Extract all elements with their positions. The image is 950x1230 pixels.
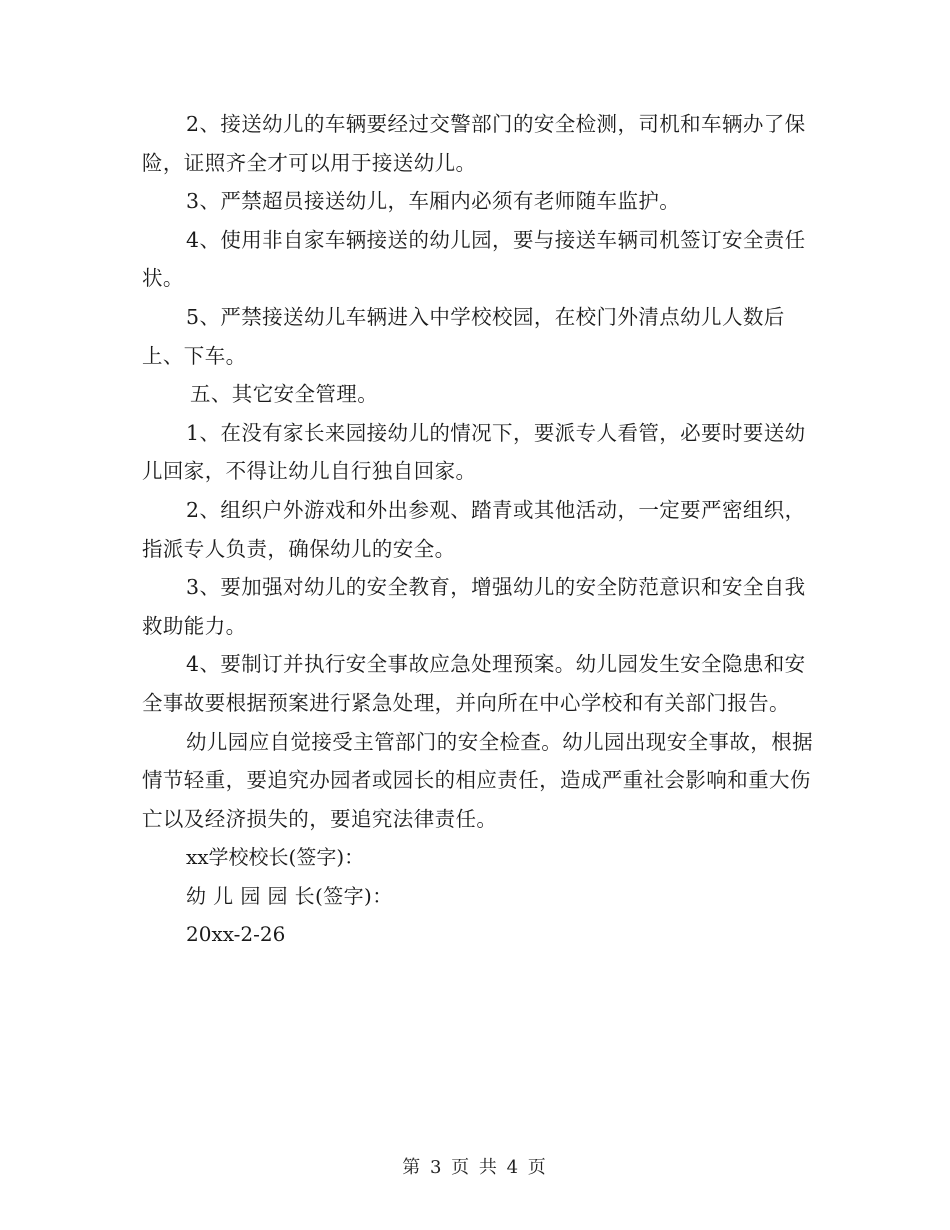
signature-date: 20xx-2-26 xyxy=(186,922,286,947)
paragraph-safety-contract: 4、使用非自家车辆接送的幼儿园，要与接送车辆司机签订安全责任状。 xyxy=(142,227,806,291)
section-heading-other-safety: 五、其它安全管理。 xyxy=(190,382,379,407)
paragraph-inspection-liability: 幼儿园应自觉接受主管部门的安全检查。幼儿园出现安全事故，根据情节轻重，要追究办园者或园长的相应责任，造成严重社会影响和重大伤亡以及经济损失的，要追究法律责任。 xyxy=(142,729,813,831)
paragraph-pickup-supervision: 1、在没有家长来园接幼儿的情况下，要派专人看管，必要时要送幼儿回家，不得让幼儿自行独自回家。 xyxy=(142,420,806,484)
paragraph-campus-entry: 5、严禁接送幼儿车辆进入中学校校园，在校门外清点幼儿人数后上、下车。 xyxy=(142,304,785,368)
signature-principal: xx学校校长(签字)： xyxy=(186,845,365,870)
signature-kindergarten-director: 幼 儿 园 园 长(签字)： xyxy=(186,883,393,908)
paragraph-vehicle-inspection: 2、接送幼儿的车辆要经过交警部门的安全检测，司机和车辆办了保险，证照齐全才可以用于接送幼儿。 xyxy=(142,112,806,175)
paragraph-no-overloading: 3、严禁超员接送幼儿，车厢内必须有老师随车监护。 xyxy=(186,189,681,214)
paragraph-outdoor-activities: 2、组织户外游戏和外出参观、踏青或其他活动，一定要严密组织，指派专人负责，确保幼儿的安全。 xyxy=(142,497,806,561)
paragraph-safety-education: 3、要加强对幼儿的安全教育，增强幼儿的安全防范意识和安全自我救助能力。 xyxy=(142,575,806,638)
document-body xyxy=(142,105,822,954)
page-number-footer: 第 3 页 共 4 页 xyxy=(402,1157,548,1178)
paragraph-emergency-plan: 4、要制订并执行安全事故应急处理预案。幼儿园发生安全隐患和安全事故要根据预案进行紧急处理，并向所在中心学校和有关部门报告。 xyxy=(142,652,806,715)
